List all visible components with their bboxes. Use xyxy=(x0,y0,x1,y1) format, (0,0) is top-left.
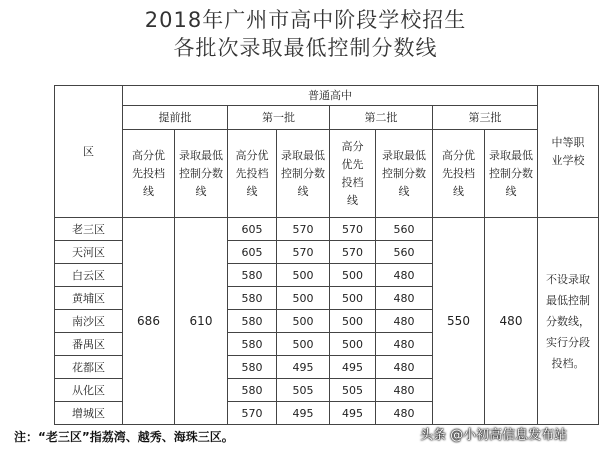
second-min-cell: 480 xyxy=(376,333,433,356)
district-cell: 黄埔区 xyxy=(55,287,123,310)
district-cell: 增城区 xyxy=(55,402,123,425)
first-high-cell: 580 xyxy=(228,379,277,402)
header-general: 普通高中 xyxy=(123,86,538,106)
second-high-cell: 500 xyxy=(330,264,376,287)
title-line-1: 2018年广州市高中阶段学校招生 xyxy=(144,8,467,32)
first-high-cell: 570 xyxy=(228,402,277,425)
first-high-cell: 605 xyxy=(228,241,277,264)
first-min-cell: 570 xyxy=(277,241,330,264)
second-high-cell: 570 xyxy=(330,241,376,264)
second-min-cell: 480 xyxy=(376,402,433,425)
district-cell: 老三区 xyxy=(55,218,123,241)
district-cell: 花都区 xyxy=(55,356,123,379)
vocational-note-cell: 不设录取最低控制分数线，实行分段投档。 xyxy=(538,218,599,425)
second-high-cell: 570 xyxy=(330,218,376,241)
first-min-cell: 495 xyxy=(277,402,330,425)
first-high-cell: 580 xyxy=(228,310,277,333)
first-min-cell: 500 xyxy=(277,310,330,333)
subheader-high-priority-line: 高分优先投档线 xyxy=(433,130,485,218)
second-high-cell: 500 xyxy=(330,333,376,356)
first-min-cell: 500 xyxy=(277,287,330,310)
watermark: 头条 @小初高信息发布站 xyxy=(420,428,568,443)
early-high-cell: 686 xyxy=(123,218,175,425)
second-high-cell: 505 xyxy=(330,379,376,402)
district-cell: 白云区 xyxy=(55,264,123,287)
early-min-cell: 610 xyxy=(175,218,228,425)
first-high-cell: 580 xyxy=(228,264,277,287)
title-line-2: 各批次录取最低控制分数线 xyxy=(173,36,438,60)
subheader-min-control-line: 录取最低控制分数线 xyxy=(175,130,228,218)
second-min-cell: 560 xyxy=(376,218,433,241)
first-high-cell: 580 xyxy=(228,333,277,356)
second-high-cell: 500 xyxy=(330,287,376,310)
second-high-cell: 495 xyxy=(330,356,376,379)
batch-first: 第一批 xyxy=(228,106,330,130)
third-high-cell: 550 xyxy=(433,218,485,425)
second-min-cell: 480 xyxy=(376,287,433,310)
second-high-cell: 500 xyxy=(330,310,376,333)
subheader-min-control-line: 录取最低控制分数线 xyxy=(277,130,330,218)
subheader-high-priority-line: 高分优先投档线 xyxy=(330,130,376,218)
district-cell: 番禺区 xyxy=(55,333,123,356)
first-high-cell: 605 xyxy=(228,218,277,241)
first-min-cell: 505 xyxy=(277,379,330,402)
subheader-min-control-line: 录取最低控制分数线 xyxy=(376,130,433,218)
batch-third: 第三批 xyxy=(433,106,538,130)
first-min-cell: 500 xyxy=(277,264,330,287)
second-min-cell: 480 xyxy=(376,264,433,287)
header-vocational: 中等职业学校 xyxy=(538,86,599,218)
first-min-cell: 500 xyxy=(277,333,330,356)
header-district: 区 xyxy=(55,86,123,218)
second-min-cell: 560 xyxy=(376,241,433,264)
second-min-cell: 480 xyxy=(376,310,433,333)
third-min-cell: 480 xyxy=(485,218,538,425)
footnote: 注：“老三区”指荔湾、越秀、海珠三区。 xyxy=(14,430,234,444)
first-min-cell: 495 xyxy=(277,356,330,379)
second-min-cell: 480 xyxy=(376,379,433,402)
subheader-high-priority-line: 高分优先投档线 xyxy=(228,130,277,218)
subheader-high-priority-line: 高分优先投档线 xyxy=(123,130,175,218)
second-high-cell: 495 xyxy=(330,402,376,425)
score-table xyxy=(54,85,599,425)
batch-second: 第二批 xyxy=(330,106,433,130)
district-cell: 天河区 xyxy=(55,241,123,264)
batch-early: 提前批 xyxy=(123,106,228,130)
subheader-min-control-line: 录取最低控制分数线 xyxy=(485,130,538,218)
first-high-cell: 580 xyxy=(228,287,277,310)
district-cell: 从化区 xyxy=(55,379,123,402)
district-cell: 南沙区 xyxy=(55,310,123,333)
first-min-cell: 570 xyxy=(277,218,330,241)
second-min-cell: 480 xyxy=(376,356,433,379)
table-row xyxy=(55,218,599,241)
first-high-cell: 580 xyxy=(228,356,277,379)
